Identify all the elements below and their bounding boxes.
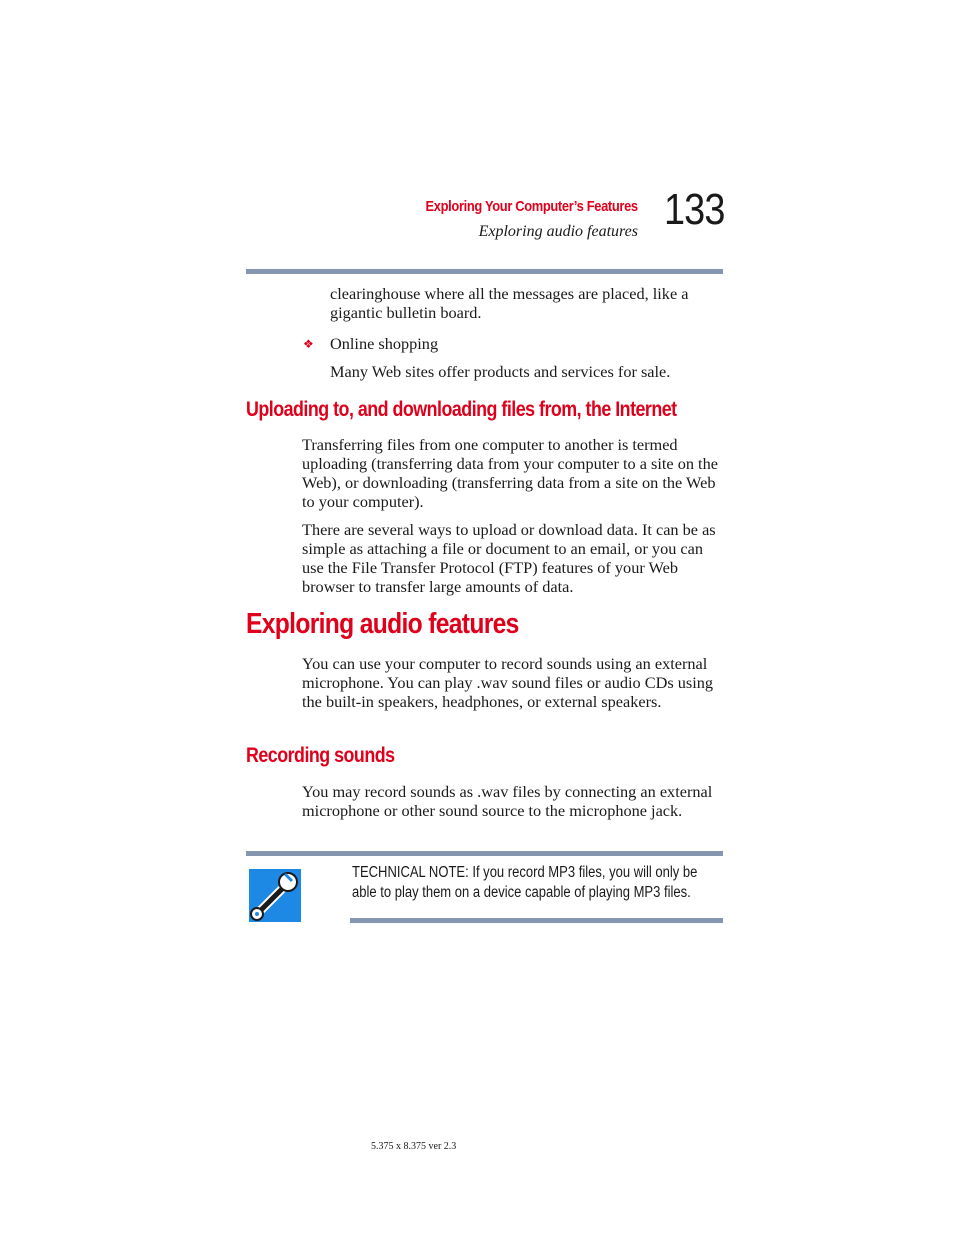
audio-paragraph: You can use your computer to record sounds using an external microphone. You can play .wav sound files or audio CDs using the built-in speakers, headphones, or external speakers. (302, 654, 714, 711)
header-rule (246, 269, 723, 274)
audio-heading: Exploring audio features (246, 608, 519, 640)
continuation-paragraph: clearinghouse where all the messages are placed, like a gigantic bulletin board. (330, 284, 689, 322)
recording-heading: Recording sounds (246, 744, 395, 767)
running-header-section: Exploring audio features (478, 223, 638, 240)
bullet-diamond-icon: ❖ (303, 337, 314, 351)
wrench-icon (249, 869, 301, 922)
uploading-heading: Uploading to, and downloading files from, the Internet (246, 398, 677, 421)
uploading-paragraph-2: There are several ways to upload or download data. It can be as simple as attaching a file or document to an email, or you can use the File Transfer Protocol (FTP) features of your Web browser to transfer large amounts of data. (302, 520, 716, 596)
bullet-item-label: Online shopping (330, 334, 439, 353)
bullet-item-description: Many Web sites offer products and services for sale. (330, 362, 671, 381)
technical-note-text: TECHNICAL NOTE: If you record MP3 files, you will only be able to play them on a device capable of playing MP3 files. (352, 864, 698, 901)
uploading-paragraph-1: Transferring files from one computer to another is termed uploading (transferring data from your computer to a site on the Web), or downloading (transferring data from a site on the Web to your computer). (302, 435, 718, 511)
page-footer: 5.375 x 8.375 ver 2.3 (371, 1141, 457, 1152)
page-number: 133 (664, 185, 725, 234)
running-header-chapter: Exploring Your Computer’s Features (425, 198, 638, 215)
recording-paragraph: You may record sounds as .wav files by connecting an external microphone or other sound source to the microphone jack. (302, 782, 713, 820)
note-top-rule (246, 851, 723, 856)
note-bottom-rule (350, 918, 723, 923)
